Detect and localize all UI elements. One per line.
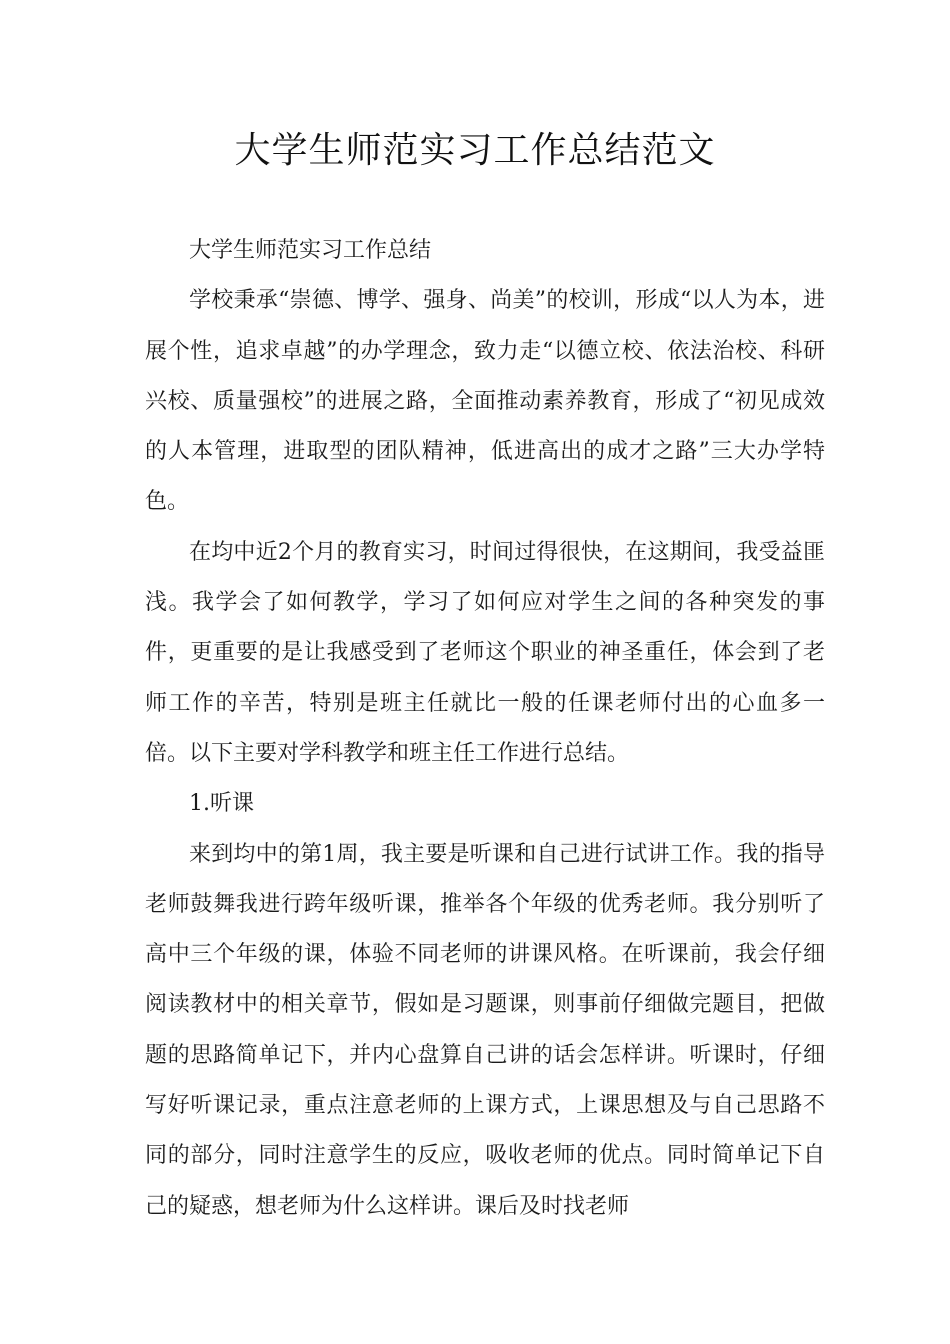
paragraph-listening-details: 来到均中的第1周，我主要是听课和自己进行试讲工作。我的指导老师鼓舞我进行跨年级听课，推举各个年级的优秀老师。我分别听了高中三个年级的课，体验不同老师的讲课风格。在听课前，我会仔细阅读教材中的相关章节，假如是习题课，则事前仔细做完题目，把做题的思路简单记下，并内心盘算自己讲的话会怎样讲。听课时，仔细写好听课记录，重点注意老师的上课方式，上课思想及与自己思路不同的部分，同时注意学生的反应，吸收老师的优点。同时简单记下自己的疑惑，想老师为什么这样讲。课后及时找老师 [145, 841, 825, 1219]
document-body [145, 226, 825, 1232]
paragraph-internship-experience: 在均中近2个月的教育实习，时间过得很快，在这期间，我受益匪浅。我学会了如何教学，学习了如何应对学生之间的各种突发的事件，更重要的是让我感受到了老师这个职业的神圣重任，体会到了老师工作的辛苦，特别是班主任就比一般的任课老师付出的心血多一倍。以下主要对学科教学和班主任工作进行总结。 [145, 539, 825, 766]
subheading-listening: 1.听课 [189, 791, 254, 817]
document-title: 大学生师范实习工作总结范文 [234, 130, 716, 171]
section-heading: 大学生师范实习工作总结 [189, 238, 432, 263]
paragraph-school-motto: 学校秉承“崇德、博学、强身、尚美”的校训，形成“以人为本，进展个性，追求卓越”的办学理念，致力走“以德立校、依法治校、科研兴校、质量强校”的进展之路，全面推动素养教育，形成了“初见成效的人本管理，进取型的团队精神，低进高出的成才之路”三大办学特色。 [145, 288, 825, 515]
